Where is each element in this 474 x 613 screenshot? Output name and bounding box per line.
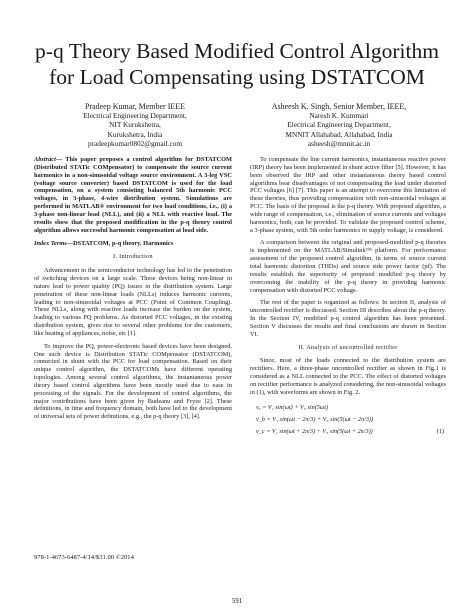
section-heading-introduction: I. Introduction (113, 254, 153, 261)
abstract-text: — This paper proposes a control algorithm for DSTATCOM (Distributed STATic COMpensator) to compensate the source current harmonics in a non-sinusoidal voltage source environment. A 3-leg VSC (voltage source converter) based DSTATCOM is used for the load compensation, on a system consisting balanced 5th harmonic PCC voltages, in 3-phase, 4-wire distribution system. Simulations are performed in MATLAB® environment for two load conditions, i.e., (i) a 3-phase non-linear load (NLL), and (ii) a NLL with reactive load. The results show that the proposed modification in the p-q theory control algorithm allows successful harmonic compensation at load side. (34, 156, 232, 234)
body-paragraph: Advancement in the semiconductor technology has led to the penetration of switching devices on a large scale. These devices being non-linear in nature lead to power quality (PQ) issues in the distribution system. Large penetration of these non-linear loads (NLLs) induces harmonic currents, leading to non-sinusoidal voltages at PCC (Point of Common Coupling). These NLLs, along with reactive loads increase the burden on the system, leading to various PQ problems. As distorted PCC voltages, in the existing distribution system, gives rise to several other problems for the customers, like heating of appliances, noise, etc [1]. (34, 267, 232, 337)
paper-title: p-q Theory Based Modified Control Algorithm for Load Compensating using DSTATCOM (35, 39, 439, 89)
author-name: Asheesh K. Singh, Senior Member, IEEE, (271, 102, 407, 111)
equation-block (250, 402, 446, 438)
author-block-2 (254, 102, 424, 148)
equation-line: v_b = V₁ sin(ωt − 2π/3) + V₅ sin(5(ωt − 2π/3)) (256, 415, 374, 423)
equation-line: v_c = V₁ sin(ωt + 2π/3) + V₅ sin(5(ωt + 2π/3)) (256, 427, 373, 435)
copyright-footnote: 978-1-4673-6487-4/14/$31.00 ©2014 (34, 554, 134, 561)
abstract (34, 156, 232, 234)
section-heading-analysis: II. Analysis of uncontrolled rectifier (298, 344, 398, 351)
author-email: asheesh@mnnit.ac.in (307, 138, 371, 148)
author-affiliation-line: MNNIT Allahabad, Allahabad, India (285, 129, 393, 139)
author-affiliation-line: Electrical Engineering Department, (287, 120, 391, 130)
abstract-label: Abstract (34, 156, 56, 163)
equation-number: (1) (436, 427, 444, 435)
page-number: 591 (231, 597, 243, 605)
author-name-secondary: Naresh K. Kummari (309, 111, 369, 121)
index-terms (34, 240, 232, 248)
author-affiliation-line: Electrical Engineering Department, (83, 111, 187, 121)
author-affiliation-line: NIT Kurukshetra, (109, 120, 161, 130)
author-affiliation-line: Kurukshetra, India (107, 129, 163, 139)
body-paragraph: A comparison between the original and proposed-modified p-q theories is implemented on the MATLAB/Simulink™ platform. For performance assessment of the proposed control algorithm, in terms of source current total harmonic distortion (THDs) and source side power factor (pf). The results establish the superiority of proposed modified p-q theory by overcoming the inability of the p-q theory in providing harmonic compensation with distorted PCC voltage. (250, 239, 446, 294)
body-paragraph: Since, most of the loads connected to the distribution system are rectifiers. Here, a three-phase uncontrolled rectifier as shown in Fig.1 is considered as a NLL connected to the PCC. The effect of distorted voltages on rectifier performance is analyzed considering, the non-sinusoidal voltages in (1), with waveforms are shown in Fig. 2. (250, 357, 446, 396)
right-column (250, 156, 446, 442)
index-terms-label: Index Terms (34, 240, 67, 248)
author-name: Pradeep Kumar, Member IEEE (84, 102, 186, 111)
author-email: pradeepkumar0802@gmail.com (87, 138, 183, 148)
body-paragraph: To improve the PQ, power-electronic based devices have been designed. One such device is Distribution STATic COMpensator (DSTATCOM), connected in shunt with the PCC for load compensation. Based on their unique control algorithm, the DSTATCOMs have different operating topologies. Among several control algorithms, the instantaneous power theory based control algorithms have been mostly used due to ease in processing of the signals. For the development of control algorithms, the major contributions have been given by Budeanu and Fryze [2]. These definitions, in time and frequency domain, both have led to the development of universal sets of power definitions, e.g., the p-q theory [3], [4]. (34, 342, 232, 421)
index-terms-text: —DSTATCOM, p-q theory, Harmonics (66, 240, 174, 248)
left-column (34, 156, 232, 426)
body-paragraph: The rest of the paper is organized as follows: In section II, analysis of uncontrolled rectifier is discussed. Section III describes about the p-q theory. In the Section IV, modified p-q control algorithm has been presented. Section V discusses the results and final conclusions are drawn in Section VI. (250, 299, 446, 338)
author-block-1 (50, 102, 220, 148)
equation-line: vₐ = V₁ sin(ωt) + V₅ sin(5ωt) (256, 403, 329, 411)
body-paragraph: To compensate the line current harmonics, instantaneous reactive power (IRP) theory has been implemented in shunt active filter [5]. However, it has been observed the IRP and other instantaneous theory based control algorithms bear disadvantages of not compensating the load under distorted PCC voltages [6] [7]. This paper is an attempt to overcome this limitation of these theories, thus providing compensation with non-sinusoidal voltages at PCC. The basis of the proposal is the p-q theory. With proposed algorithm, a wide range of compensation, i.e., elimination of source currents and voltages harmonics, both, can be provided. To validate the proposed control scheme, a 3-phase system, with 5th order harmonics in supply voltage, is considered. (250, 156, 446, 234)
